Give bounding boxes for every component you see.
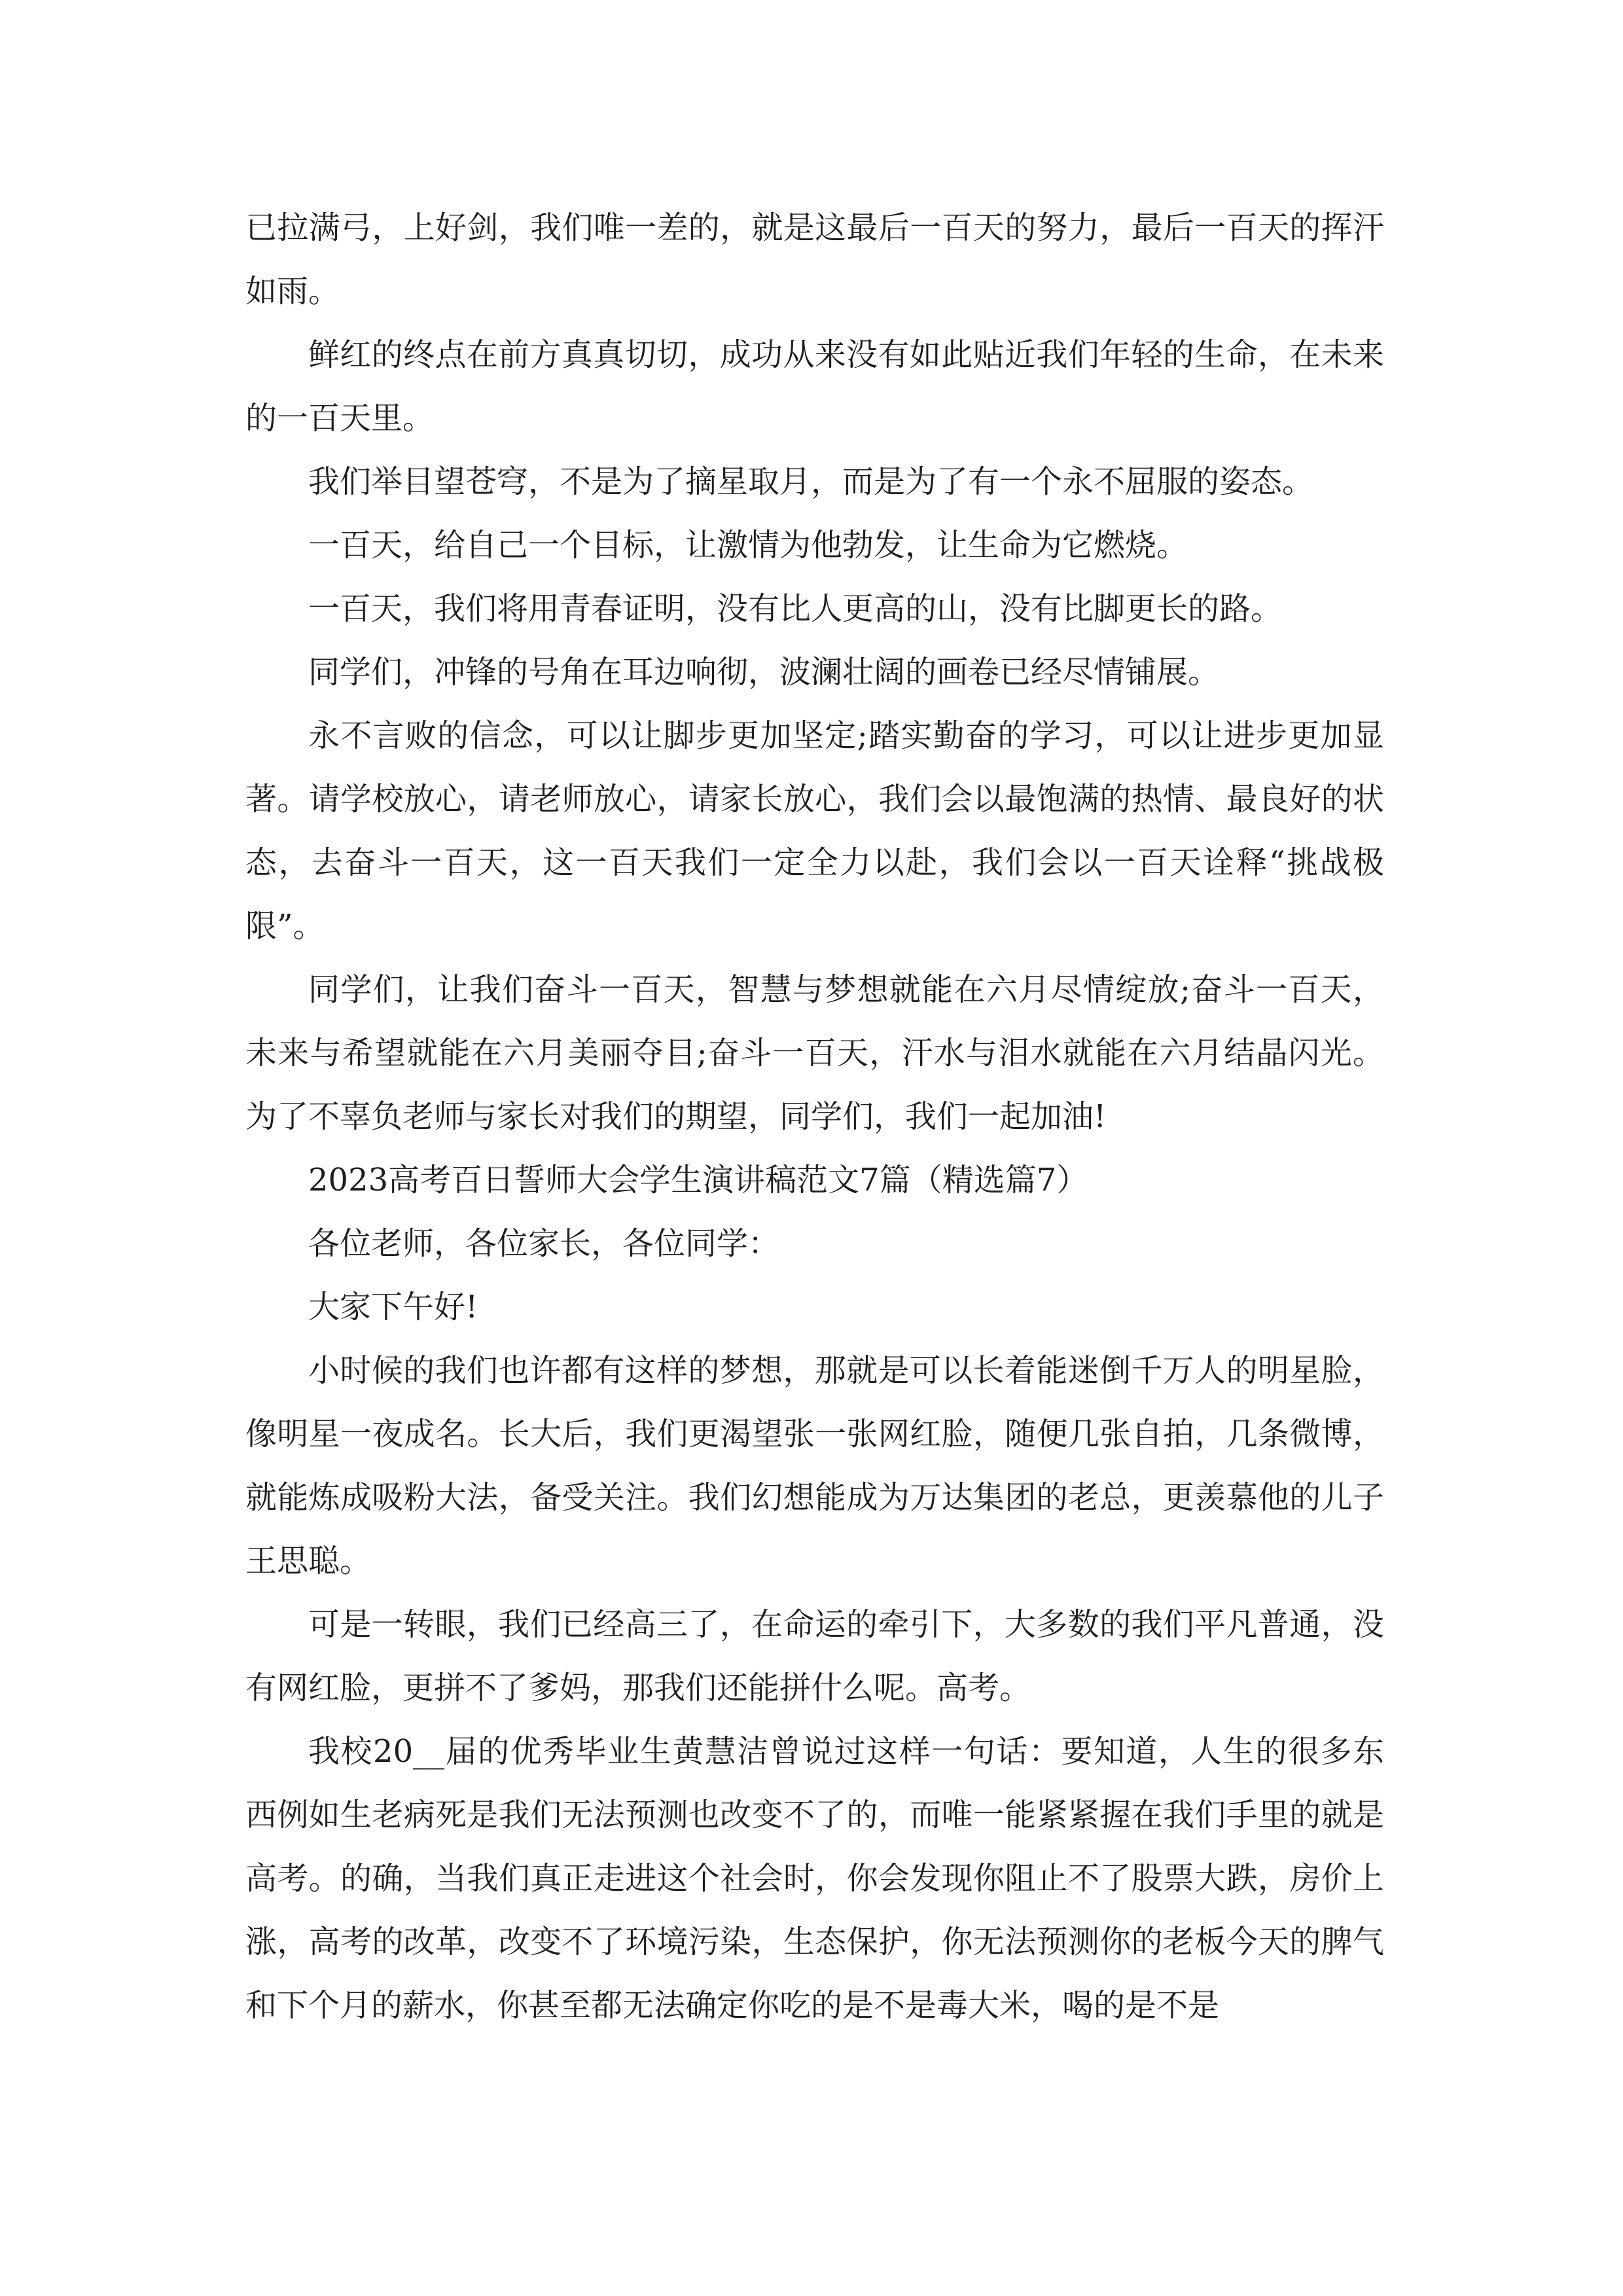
- greeting: 大家下午好!: [308, 1289, 478, 1325]
- paragraph: 鲜红的终点在前方真真切切，成功从来没有如此贴近我们年轻的生命，在未来的一百天里。: [245, 336, 1384, 437]
- document-page: [245, 196, 1384, 2037]
- paragraph: 一百天，给自己一个目标，让激情为他勃发，让生命为它燃烧。: [308, 527, 1188, 564]
- paragraph: 同学们，冲锋的号角在耳边响彻，波澜壮阔的画卷已经尽情铺展。: [308, 654, 1220, 691]
- paragraph: 一百天，我们将用青春证明，没有比人更高的山，没有比脚更长的路。: [308, 590, 1283, 627]
- paragraph: 我校20__届的优秀毕业生黄慧洁曾说过这样一句话：要知道，人生的很多东西例如生老病死是我们无法预测也改变不了的，而唯一能紧紧握在我们手里的就是高考。的确，当我们真正走进这个社会时，你会发现你阻止不了股票大跌，房价上涨，高考的改革，改变不了环境污染，生态保护，你无法预测你的老板今天的脾气和下个月的薪水，你甚至都无法确定你吃的是不是毒大米，喝的是不是: [245, 1733, 1384, 2024]
- paragraph: 我们举目望苍穹，不是为了摘星取月，而是为了有一个永不屈服的姿态。: [308, 463, 1314, 500]
- section-heading: 2023高考百日誓师大会学生演讲稿范文7篇（精选篇7）: [308, 1162, 1088, 1198]
- paragraph: 已拉满弓，上好剑，我们唯一差的，就是这最后一百天的努力，最后一百天的挥汗如雨。: [245, 209, 1384, 310]
- paragraph: 永不言败的信念，可以让脚步更加坚定;踏实勤奋的学习，可以让进步更加显著。请学校放心，请老师放心，请家长放心，我们会以最饱满的热情、最良好的状态，去奋斗一百天，这一百天我们一定全力以赴，我们会以一百天诠释“挑战极限”。: [245, 717, 1384, 944]
- salutation: 各位老师，各位家长，各位同学：: [308, 1225, 780, 1262]
- paragraph: 可是一转眼，我们已经高三了，在命运的牵引下，大多数的我们平凡普通，没有网红脸，更拼不了爹妈，那我们还能拼什么呢。高考。: [245, 1606, 1384, 1706]
- paragraph: 同学们，让我们奋斗一百天，智慧与梦想就能在六月尽情绽放;奋斗一百天，未来与希望就能在六月美丽夺目;奋斗一百天，汗水与泪水就能在六月结晶闪光。为了不辜负老师与家长对我们的期望，同学们，我们一起加油!: [245, 971, 1384, 1135]
- paragraph: 小时候的我们也许都有这样的梦想，那就是可以长着能迷倒千万人的明星脸，像明星一夜成名。长大后，我们更渴望张一张网红脸，随便几张自拍，几条微博，就能炼成吸粉大法，备受关注。我们幻想能成为万达集团的老总，更羡慕他的儿子王思聪。: [245, 1352, 1384, 1579]
